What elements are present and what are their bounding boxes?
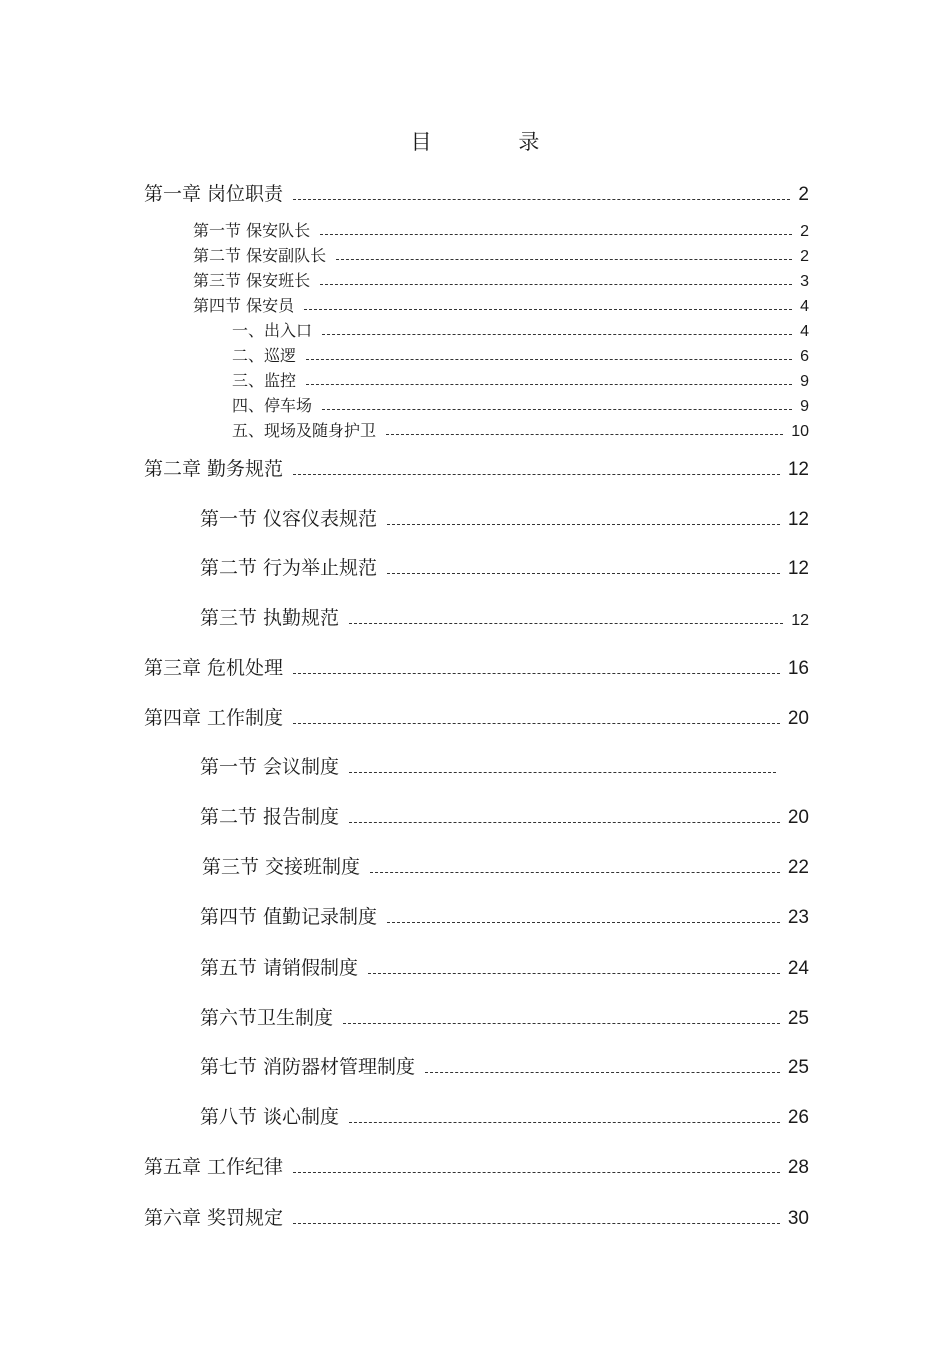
toc-leader-dots bbox=[343, 1023, 780, 1024]
toc-entry-section-1-4[interactable] bbox=[193, 293, 809, 316]
toc-entry-label: 三、监控 bbox=[232, 371, 297, 390]
toc-leader-dots bbox=[425, 1072, 780, 1073]
toc-leader-dots bbox=[306, 359, 792, 360]
toc-entry-label: 第六章 奖罚规定 bbox=[144, 1207, 284, 1229]
toc-entry-item-3[interactable] bbox=[232, 368, 809, 391]
toc-entry-section-2-2[interactable] bbox=[200, 553, 809, 580]
toc-leader-dots bbox=[386, 434, 783, 435]
toc-entry-label: 一、出入口 bbox=[232, 321, 313, 340]
toc-page-number: 6 bbox=[800, 348, 809, 365]
toc-page-number: 12 bbox=[791, 612, 809, 629]
toc-leader-dots bbox=[349, 623, 783, 624]
toc-entry-label: 第一节 保安队长 bbox=[193, 221, 311, 240]
toc-entry-label: 第六节卫生制度 bbox=[200, 1007, 334, 1029]
toc-entry-section-2-3[interactable] bbox=[200, 603, 809, 630]
toc-entry-chapter-5[interactable] bbox=[144, 1152, 809, 1179]
toc-entry-label: 第七节 消防器材管理制度 bbox=[200, 1056, 416, 1078]
toc-leader-dots bbox=[293, 199, 790, 200]
toc-entry-section-1-3[interactable] bbox=[193, 268, 809, 291]
toc-entry-item-1[interactable] bbox=[232, 318, 809, 341]
toc-page-number: 25 bbox=[787, 1057, 809, 1078]
toc-entry-section-4-6[interactable] bbox=[200, 1003, 809, 1030]
toc-page-number: 28 bbox=[787, 1157, 809, 1178]
toc-entry-section-4-8[interactable] bbox=[200, 1102, 809, 1129]
toc-leader-dots bbox=[322, 409, 792, 410]
toc-page-number: 2 bbox=[800, 248, 809, 265]
toc-entry-label: 二、巡逻 bbox=[232, 346, 297, 365]
toc-leader-dots bbox=[293, 723, 780, 724]
toc-page-number: 4 bbox=[800, 298, 809, 315]
toc-leader-dots bbox=[293, 1172, 780, 1173]
toc-leader-dots bbox=[349, 1122, 780, 1123]
toc-page-number: 3 bbox=[800, 273, 809, 290]
toc-entry-chapter-6[interactable] bbox=[144, 1203, 809, 1230]
toc-entry-chapter-2[interactable] bbox=[144, 454, 809, 481]
toc-entry-section-1-1[interactable] bbox=[193, 218, 809, 241]
toc-leader-dots bbox=[336, 259, 792, 260]
toc-leader-dots bbox=[370, 872, 780, 873]
toc-page-number: 9 bbox=[800, 373, 809, 390]
toc-entry-label: 第四章 工作制度 bbox=[144, 707, 284, 729]
toc-leader-dots bbox=[320, 234, 792, 235]
toc-leader-dots bbox=[387, 524, 780, 525]
toc-page-number: 24 bbox=[787, 958, 809, 979]
toc-entry-label: 第一章 岗位职责 bbox=[144, 183, 284, 205]
toc-entry-item-5[interactable] bbox=[232, 418, 809, 441]
toc-entry-section-4-1[interactable] bbox=[200, 752, 776, 779]
toc-entry-chapter-1[interactable] bbox=[144, 179, 809, 206]
toc-title: 目 录 bbox=[410, 130, 580, 154]
toc-entry-label: 第三节 交接班制度 bbox=[202, 856, 361, 878]
toc-entry-label: 五、现场及随身护卫 bbox=[232, 421, 377, 440]
toc-page-number: 2 bbox=[798, 184, 809, 205]
toc-page-number: 9 bbox=[800, 398, 809, 415]
toc-entry-label: 第二节 报告制度 bbox=[200, 806, 340, 828]
toc-page-number: 12 bbox=[787, 459, 809, 480]
toc-leader-dots bbox=[322, 334, 792, 335]
toc-entry-label: 第二节 保安副队长 bbox=[193, 246, 327, 265]
toc-entry-label: 第二章 勤务规范 bbox=[144, 458, 284, 480]
toc-leader-dots bbox=[293, 474, 780, 475]
toc-entry-label: 第二节 行为举止规范 bbox=[200, 557, 378, 579]
toc-page-number: 4 bbox=[800, 323, 809, 340]
toc-leader-dots bbox=[349, 822, 780, 823]
toc-page-number: 20 bbox=[787, 807, 809, 828]
toc-entry-label: 第三章 危机处理 bbox=[144, 657, 284, 679]
toc-leader-dots bbox=[349, 772, 776, 773]
toc-leader-dots bbox=[320, 284, 792, 285]
toc-entry-section-4-2[interactable] bbox=[200, 802, 809, 829]
toc-leader-dots bbox=[306, 384, 792, 385]
toc-entry-section-4-3[interactable] bbox=[202, 852, 809, 879]
toc-page-number: 2 bbox=[800, 223, 809, 240]
toc-entry-chapter-3[interactable] bbox=[144, 653, 809, 680]
toc-leader-dots bbox=[293, 673, 780, 674]
toc-entry-item-4[interactable] bbox=[232, 393, 809, 416]
toc-entry-section-4-4[interactable] bbox=[200, 902, 809, 929]
toc-page-number: 20 bbox=[787, 708, 809, 729]
toc-page-number: 10 bbox=[791, 423, 809, 440]
toc-page-number: 23 bbox=[787, 907, 809, 928]
toc-page-number: 22 bbox=[787, 857, 809, 878]
toc-entry-chapter-4[interactable] bbox=[144, 703, 809, 730]
toc-page-number: 25 bbox=[787, 1008, 809, 1029]
toc-entry-section-1-2[interactable] bbox=[193, 243, 809, 266]
toc-entry-section-4-7[interactable] bbox=[200, 1052, 809, 1079]
toc-entry-label: 第三节 执勤规范 bbox=[200, 607, 340, 629]
toc-entry-label: 第四节 保安员 bbox=[193, 296, 295, 315]
toc-page-number: 12 bbox=[787, 509, 809, 530]
toc-page-number: 26 bbox=[787, 1107, 809, 1128]
toc-page-number: 16 bbox=[787, 658, 809, 679]
toc-leader-dots bbox=[387, 922, 780, 923]
toc-entry-label: 四、停车场 bbox=[232, 396, 313, 415]
toc-leader-dots bbox=[387, 573, 780, 574]
toc-entry-label: 第一节 会议制度 bbox=[200, 756, 340, 778]
toc-entry-label: 第五章 工作纪律 bbox=[144, 1156, 284, 1178]
toc-entry-label: 第三节 保安班长 bbox=[193, 271, 311, 290]
toc-entry-label: 第五节 请销假制度 bbox=[200, 957, 359, 979]
toc-page-number: 12 bbox=[787, 558, 809, 579]
toc-entry-item-2[interactable] bbox=[232, 343, 809, 366]
toc-leader-dots bbox=[293, 1223, 780, 1224]
toc-entry-section-2-1[interactable] bbox=[200, 504, 809, 531]
toc-entry-section-4-5[interactable] bbox=[200, 953, 809, 980]
toc-leader-dots bbox=[368, 973, 780, 974]
toc-page-number: 30 bbox=[787, 1208, 809, 1229]
toc-entry-label: 第四节 值勤记录制度 bbox=[200, 906, 378, 928]
toc-leader-dots bbox=[304, 309, 792, 310]
toc-entry-label: 第一节 仪容仪表规范 bbox=[200, 508, 378, 530]
toc-entry-label: 第八节 谈心制度 bbox=[200, 1106, 340, 1128]
